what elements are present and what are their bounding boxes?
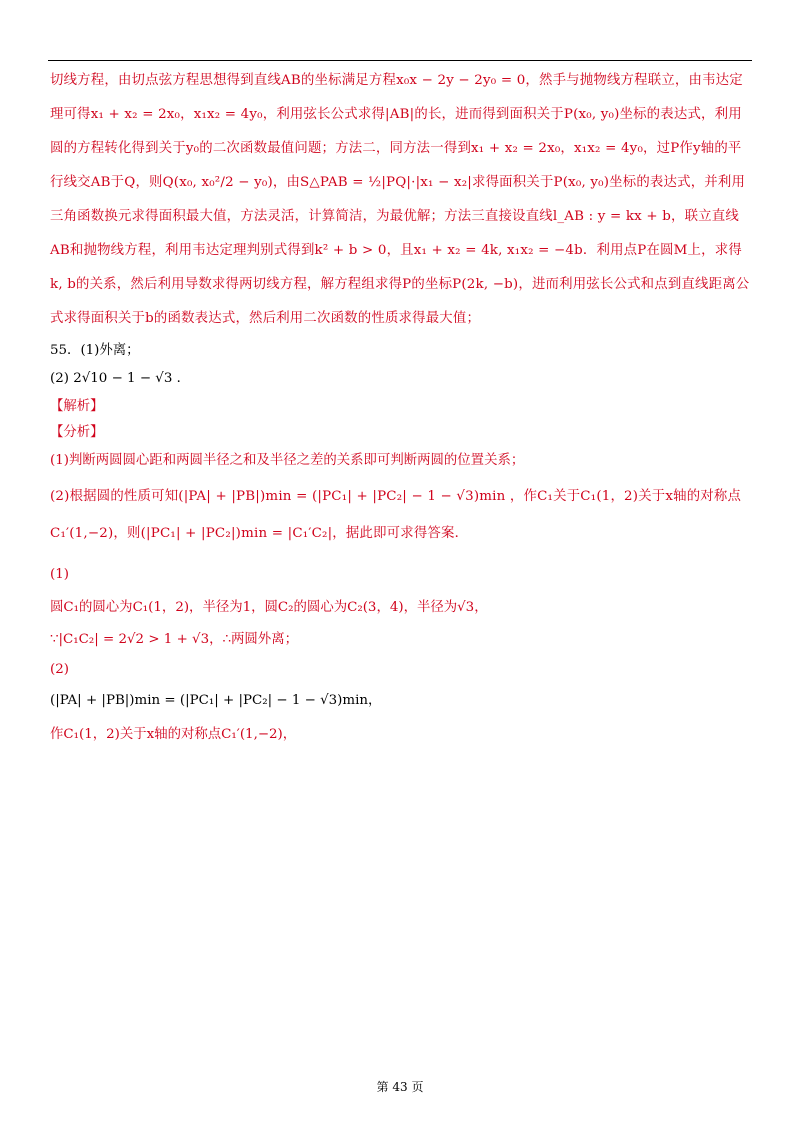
part1-label: (1) [50,567,69,582]
part1-line2: ∵|C₁C₂| = 2√2 > 1 + √3，∴两圆外离； [50,632,298,647]
page-number: 第 43 页 [376,1080,424,1094]
part2-line2: 作C₁(1，2)关于x轴的对称点C₁′(1,−2)， [50,727,297,742]
part1-line1: 圆C₁的圆心为C₁(1，2)，半径为1，圆C₂的圆心为C₂(3，4)，半径为√3， [50,600,488,615]
fenxi-heading: 【分析】 [50,425,104,440]
jiexi-heading: 【解析】 [50,399,104,414]
q55-number: 55． [50,343,81,358]
fenxi-part1: (1)判断两圆圆心距和两圆半径之和及半径之差的关系即可判断两圆的位置关系； [50,453,525,468]
header-rule [48,60,752,61]
page-content [50,64,754,752]
q55-ans2: (2) 2√10 − 1 − √3 ． [50,371,191,386]
q55-ans1-line [50,338,754,364]
q55-ans1: (1)外离； [80,343,140,358]
question-55 [50,338,754,752]
part2-line1: (|PA| + |PB|)min = (|PC₁| + |PC₂| − 1 − √3)min， [50,693,382,708]
fenxi-part2: (2)根据圆的性质可知(|PA| + |PB|)min = (|PC₁| + |PC₂| − 1 − √3)min ，作C₁关于C₁(1，2)关于x轴的对称点C₁′(1,−2)，则(|PC₁| + |PC₂|)min = |C₁′C₂|，据此即可求得答案． [50,489,742,541]
part2-label: (2) [50,662,69,677]
analysis-tail-paragraph: 切线方程，由切点弦方程思想得到直线AB的坐标满足方程x₀x − 2y − 2y₀ = 0，然手与抛物线方程联立，由韦达定理可得x₁ + x₂ = 2x₀，x₁x₂ = 4y₀，利用弦长公式求得|AB|的长，进而得到面积关于P(x₀, y₀)坐标的表达式，利用圆的方程转化得到关于y₀的二次函数最值问题；方法二，同方法一得到x₁ + x₂ = 2x₀，x₁x₂ = 4y₀，过P作y轴的平行线交AB于Q，则Q(x₀, x₀²/2 − y₀)，由S△PAB = ½|PQ|·|x₁ − x₂|求得面积关于P(x₀, y₀)坐标的表达式，并利用三角函数换元求得面积最大值，方法灵活，计算简洁，为最优解；方法三直接设直线l_AB : y = kx + b，联立直线AB和抛物线方程，利用韦达定理判别式得到k² + b > 0，且x₁ + x₂ = 4k, x₁x₂ = −4b．利用点P在圆M上，求得k, b的关系，然后利用导数求得两切线方程，解方程组求得P的坐标P(2k, −b)，进而利用弦长公式和点到直线距离公式求得面积关于b的函数表达式，然后利用二次函数的性质求得最大值； [50,73,750,326]
